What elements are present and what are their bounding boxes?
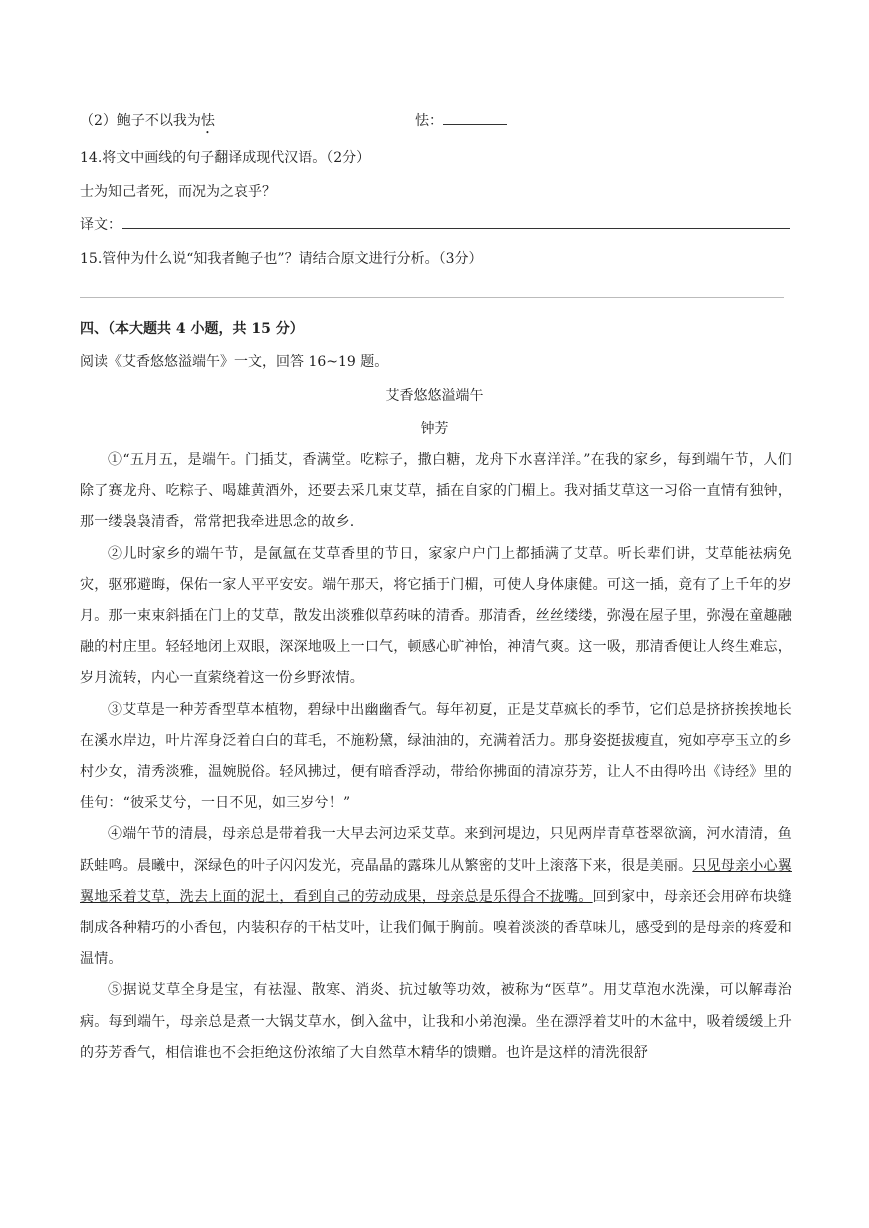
q13-2-text: （2）鲍子不以我为 — [80, 113, 201, 129]
q14-answer-label: 译文： — [80, 217, 122, 233]
paragraph-3: ③艾草是一种芳香型草本植物，碧绿中出幽幽香气。每年初夏，正是艾草疯长的季节，它们总是挤挤挨挨地长在溪水岸边，叶片浑身泛着白白的茸毛，不施粉黛，绿油油的，充满着活力。那身姿挺拔瘦直，宛如亭亭玉立的乡村少女，清秀淡雅，温婉脱俗。轻风拂过，便有暗香浮动，带给你拂面的清凉芬芳，让人不由得吟出《诗经》里的佳句：“彼采艾兮，一日不见，如三岁兮！” — [80, 701, 792, 812]
paragraph-2: ②儿时家乡的端午节，是氤氲在艾草香里的节日，家家户户门上都插满了艾草。听长辈们讲，艾草能祛病免灾，驱邪避晦，保佑一家人平平安安。端午那天，将它插于门楣，可使人身体康健。可这一插，竟有了上千年的岁月。那一束束斜插在门上的艾草，散发出淡雅似草药味的清香。那清香，丝丝缕缕，弥漫在屋子里，弥漫在童趣融融的村庄里。轻轻地闭上双眼，深深地吸上一口气，顿感心旷神怡，神清气爽。这一吸，那清香便让人终生难忘，岁月流转，内心一直萦绕着这一份乡野浓情。 — [80, 545, 792, 687]
paragraph-4 — [80, 819, 792, 975]
paragraph-4-underlined-sentence: 只见母亲小心翼翼地采着艾草，洗去上面的泥土，看到自己的劳动成果，母亲总是乐得合不拢嘴。 — [80, 857, 792, 905]
q13-2-answer-label: 怯： — [415, 113, 443, 129]
section-4-instruction: 阅读《艾香悠悠溢端午》一文，回答 16~19 题。 — [80, 354, 389, 370]
paragraph-5: ⑤据说艾草全身是宝，有祛湿、散寒、消炎、抗过敏等功效，被称为“医草”。用艾草泡水洗澡，可以解毒治病。每到端午，母亲总是煮一大锅艾草水，倒入盆中，让我和小弟泡澡。坐在漂浮着艾叶的木盆中，吸着缓缓上升的芬芳香气，相信谁也不会拒绝这份浓缩了大自然草木精华的馈赠。也许是这样的清洗很舒 — [80, 982, 792, 1061]
article-title: 艾香悠悠溢端午 — [385, 388, 484, 404]
paragraph-4-text-after: 回到家中，母亲还会用碎布块缝制成各种精巧的小香包，内装积存的干枯艾叶，让我们佩于胸前。嗅着淡淡的香草味儿，感受到的是母亲的疼爱和温情。 — [80, 888, 792, 968]
question-14-title: 14.将文中画线的句子翻译成现代汉语。（2分） — [80, 150, 371, 166]
question-13-2 — [80, 110, 215, 137]
article-body — [80, 445, 792, 1069]
paragraph-4-text-before: ④端午节的清晨，母亲总是带着我一大早去河边采艾草。来到河堤边，只见两岸青草苍翠欲滴，河水清清，鱼跃蛙鸣。晨曦中，深绿色的叶子闪闪发光，亮晶晶的露珠儿从繁密的艾叶上滚落下来，很是美丽。 — [80, 826, 792, 874]
q15-answer-line[interactable] — [80, 297, 784, 298]
q13-2-answer — [415, 110, 507, 130]
section-4-heading: 四、（本大题共 4 小题，共 15 分） — [80, 321, 304, 337]
q13-2-answer-blank[interactable] — [443, 112, 507, 125]
question-15-title: 15.管仲为什么说“知我者鲍子也”？请结合原文进行分析。（3分） — [80, 251, 483, 267]
paragraph-1: ①“五月五，是端午。门插艾，香满堂。吃粽子，撒白糖，龙舟下水喜洋洋。”在我的家乡，每到端午节，人们除了赛龙舟、吃粽子、喝雄黄酒外，还要去采几束艾草，插在自家的门楣上。我对插艾草这一习俗一直情有独钟，那一缕袅袅清香，常常把我牵进思念的故乡. — [80, 452, 792, 531]
question-14-sentence: 士为知己者死，而况为之哀乎？ — [80, 184, 276, 200]
q14-answer-blank[interactable] — [122, 216, 790, 229]
question-14-answer — [80, 214, 790, 234]
q13-2-dotted-char: 怯 — [200, 113, 215, 129]
article-author: 钟芳 — [420, 421, 449, 437]
